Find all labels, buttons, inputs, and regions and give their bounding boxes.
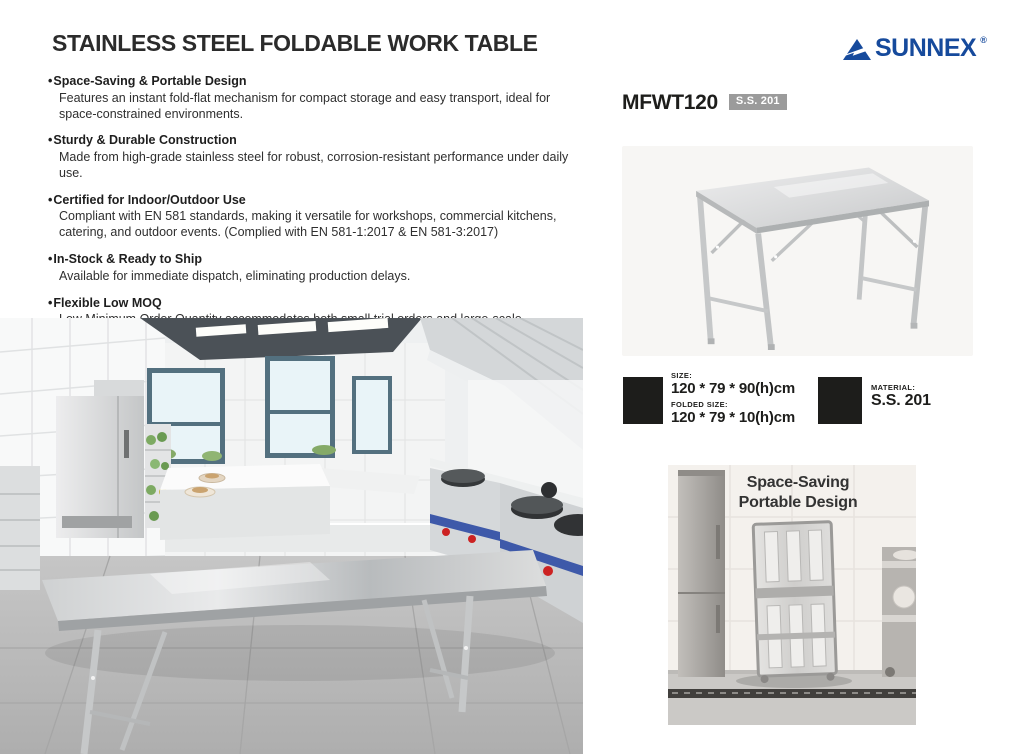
scene-caption-line1: Space-Saving [746,474,850,491]
feature-item [48,193,588,241]
feature-item [48,74,588,122]
size-icon [623,377,663,424]
material-badge: S.S. 201 [729,94,787,110]
sunnex-triangle-icon [843,39,871,65]
brand-logo [843,36,987,65]
kitchen-photo [0,318,583,754]
kitchen-illustration [0,318,583,754]
size-label: SIZE: [671,371,693,380]
folded-size-label: FOLDED SIZE: [671,399,728,409]
material-value: S.S. 201 [871,392,931,410]
material-label: MATERIAL: [871,383,916,392]
model-number: MFWT120 [622,91,718,114]
product-photo [622,146,973,356]
feature-title: • Certified for Indoor/Outdoor Use [48,193,588,209]
material-spec [871,384,931,411]
feature-title: • Sturdy & Durable Construction [48,133,588,149]
feature-item [48,133,588,181]
material-icon [818,377,862,424]
folded-table-photo [668,465,916,725]
feature-body: Features an instant fold-flat mechanism for compact storage and easy transport, ideal for space-constrained environments. [59,90,551,121]
size-value: 120 * 79 * 90(h)cm [671,380,795,398]
feature-body: Available for immediate dispatch, eliminating production delays. [59,268,411,283]
page-title: STAINLESS STEEL FOLDABLE WORK TABLE [52,30,538,56]
feature-title: • In-Stock & Ready to Ship [48,252,588,268]
feature-list [48,74,588,355]
registered-mark: ® [980,35,987,45]
feature-item [48,252,588,285]
work-table-illustration [628,152,968,350]
scene-caption-line2: Portable Design [738,494,858,511]
scene-caption [718,473,878,513]
model-row [622,92,787,113]
brand-name: SUNNEX [875,34,977,62]
size-spec [671,372,795,426]
feature-body: Compliant with EN 581 standards, making it versatile for workshops, commercial kitchens, catering, and outdoor events. (Complied with EN 581-1:2017 & EN 581-3:2017) [59,209,557,240]
feature-body: Made from high-grade stainless steel for robust, corrosion-resistant performance under daily use. [59,150,569,180]
folded-size-value: 120 * 79 * 10(h)cm [671,408,795,426]
feature-title: • Flexible Low MOQ [48,296,588,312]
feature-title: • Space-Saving & Portable Design [48,74,588,90]
